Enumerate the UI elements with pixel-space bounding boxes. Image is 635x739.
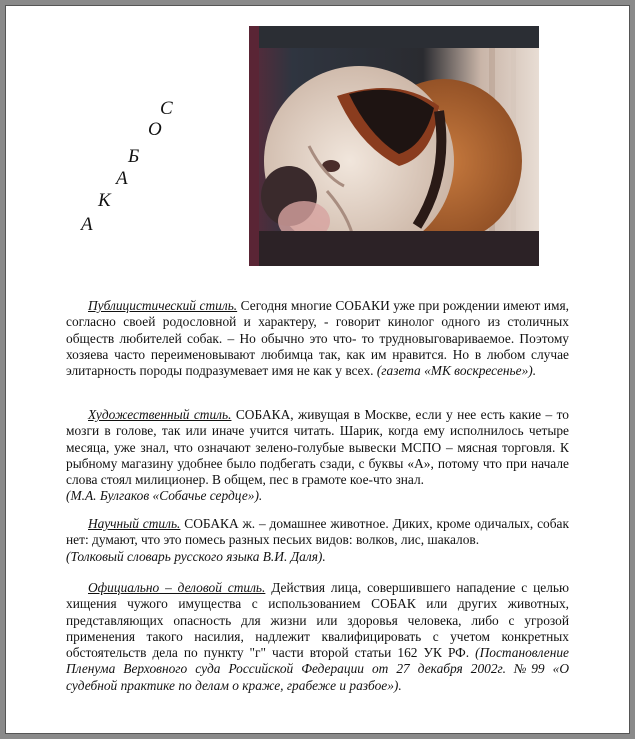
section-body: Сегодня многие СОБАКИ уже при рождении имеют имя, согласно своей родословной и характеру, - говорит кинолог одного из столичных обществ любителей собак. – Но обычно это что- то трудновыговариваемое. Поэтому хозяева часто переименовывают любимца так, как им нравится. Но в любом случае элитарность породы подразумевает имя не как у всех. (66, 298, 569, 379)
section-artistic (66, 407, 569, 505)
section-source: (Постановление Пленума Верховного суда Российской Федерации от 27 декабря 2002г. №99 «О судебной практике по делам о краже, грабеже и разбое»). (66, 645, 569, 693)
section-source: (М.А. Булгаков «Собачье сердце»). (66, 488, 263, 504)
section-body: СОБАКА ж. – домашнее животное. Диких, кроме одичалых, собак нет: думают, что это помесь разных песьих видов: волков, лис, шакалов. (66, 516, 569, 548)
style-label: Художественный стиль. (88, 407, 232, 422)
bulldog-photo-icon (249, 26, 539, 266)
title-letter-4: А (116, 168, 128, 189)
section-publicistic (66, 298, 569, 379)
bulldog-photo (249, 26, 539, 266)
style-label: Публицистический стиль. (88, 298, 238, 313)
section-scientific (66, 516, 569, 565)
title-letter-3: Б (128, 146, 140, 167)
section-body: СОБАКА, живущая в Москве, если у нее есть какие – то мозги в голове, так или иначе учится читать. Шарик, когда ему исполнилось четыре месяца, уже знал, что означают зелено-голубые вывески МСПО – мясная торговля. К рыбному магазину удобнее было подбегать сзади, с буквы «А», потому что при начале слова стоял милиционер. В общем, пес в грамоте кое-что знал. (66, 407, 569, 488)
section-source: (Толковый словарь русского языка В.И. Даля). (66, 548, 326, 564)
section-official (66, 580, 569, 694)
section-body: Действия лица, совершившего нападение с целью хищения чужого имущества с использованием СОБАК или других животных, представляющих опасность для жизни или здоровья человека, либо с угрозой применения такого насилия, надлежит квалифицировать с учетом конкретных обстоятельств дела по пункту "г" части второй статьи 162 УК РФ. (66, 580, 570, 661)
title-letter-2: О (148, 119, 162, 140)
title-letter-6: А (81, 214, 93, 235)
title-letter-5: К (98, 190, 111, 211)
style-label: Официально – деловой стиль. (88, 580, 266, 595)
style-label: Научный стиль. (88, 516, 181, 531)
title-letter-1: С (160, 98, 173, 119)
section-source: (газета «МК воскресенье»). (376, 363, 537, 379)
